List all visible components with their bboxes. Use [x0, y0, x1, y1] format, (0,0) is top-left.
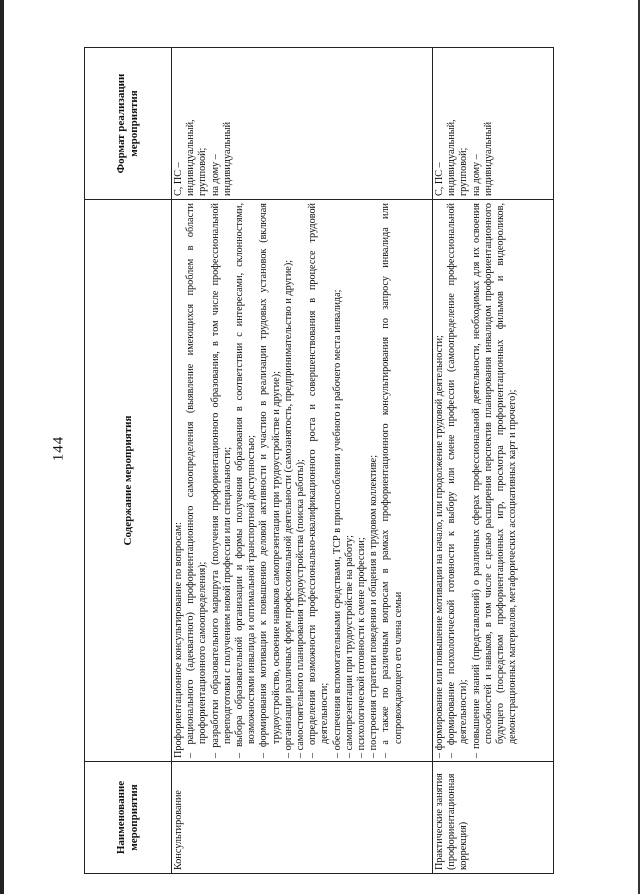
table-row — [433, 48, 554, 874]
row-format — [172, 48, 433, 200]
table-row — [172, 48, 433, 874]
format-line: С, ПС – — [173, 162, 184, 196]
content-item: – формирование психологической готовности к выбору или смене профессии (самоопределение профессиональной деятельности); — [446, 203, 470, 758]
content-item: – психологической готовности к смене профессии; — [356, 537, 368, 758]
format-line: индивидуальный — [482, 121, 494, 196]
content-item: – построения стратегии поведения и общения в трудовом коллективе; — [368, 454, 380, 758]
content-item: – самостоятельного планирования трудоустройства (поиска работы); — [295, 459, 307, 758]
format-line: на дому – — [470, 154, 482, 196]
page-number: 144 — [50, 435, 67, 462]
content-item: – определения возможности профессионально-квалификационного роста и совершенствования в процессе трудовой деятельности; — [307, 203, 331, 758]
format-line: С, ПС – — [434, 162, 445, 196]
row-format — [433, 48, 554, 200]
content-item: – обеспечения вспомогательными средствами, ТСР в приспособлении учебного и рабочего места инвалида; — [331, 289, 343, 758]
content-item: – формирование или повышение мотивации на начало, или продолжение трудовой деятельности; — [434, 335, 445, 758]
format-line: индивидуальный — [221, 121, 233, 196]
content-intro: Профориентационное консультирование по вопросам: — [173, 522, 184, 758]
content-item: – выбора образовательной организации и формы получения образования в соответствии с интересами, склонностями, возможностями инвалида и оптимальной транспортной доступностью; — [234, 203, 258, 758]
header-name: Наименование мероприятия — [85, 762, 172, 874]
content-item: – разработки образовательного маршрута (получения профориентационного образования, в том числе профессиональной переподготовки с получением новой профессии или специальности; — [209, 203, 233, 758]
header-content: Содержание мероприятия — [85, 200, 172, 762]
content-item: – рационального (адекватного) профориентационного самоопределения (выявление имеющихся проблем в области профориентационного самоопределения); — [185, 203, 209, 758]
table-header-row — [85, 48, 172, 874]
activities-table — [84, 47, 554, 874]
format-line: групповой; — [458, 147, 470, 196]
rotated-table-wrapper — [84, 48, 556, 874]
row-name: Консультирование — [172, 762, 433, 874]
format-line: на дому – — [209, 154, 221, 196]
content-item: – а также по различным вопросам в рамках профориентационного консультирования по запросу инвалида или сопровождающего его члена семьи — [380, 203, 404, 758]
content-item: – повышение знаний (представлений) о различных сферах профессиональной деятельности, необходимых для их освоения способностей и навыков, в том числе с целью расширения перспектив планирования инвалидом профориентационного будущего (посредством профориентационных игр, просмотра профориентационных фильмов и видеороликов, демонстрационных материалов, метафорических ассоциативных карт и прочего); — [470, 203, 519, 758]
header-format: Формат реализации мероприятия — [85, 48, 172, 200]
format-line: групповой; — [197, 147, 209, 196]
row-content — [433, 200, 554, 762]
format-line: индивидуальный, — [185, 119, 197, 196]
format-line: индивидуальный, — [446, 119, 458, 196]
row-name: Практические занятия (профориентационная коррекция) — [433, 762, 554, 874]
row-content — [172, 200, 433, 762]
content-item: – самопрезентации при трудоустройстве на работу; — [343, 535, 355, 758]
content-item: – формирования мотивации к повышению деловой активности и участию в реализации трудовых установок (включая трудоустройство, освоение навыков самопрезентации при трудоустройстве и другие); — [258, 203, 282, 758]
content-item: – организации различных форм профессиональной деятельности (самозанятость, предпринимательство и другие); — [282, 259, 294, 758]
